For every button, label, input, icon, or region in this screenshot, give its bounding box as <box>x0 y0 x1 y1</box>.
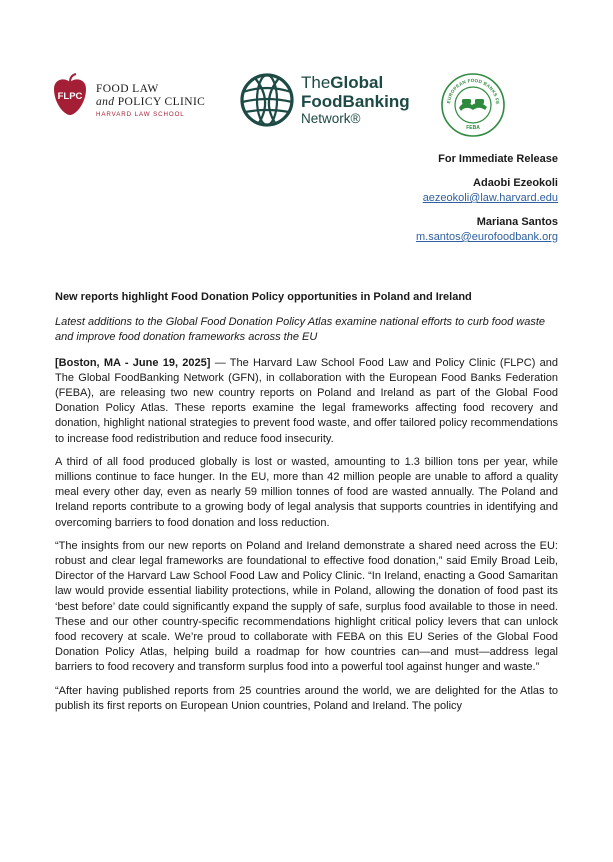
feba-bottom-text: FEBA <box>466 125 480 131</box>
contact2-email-link[interactable]: m.santos@eurofoodbank.org <box>415 231 558 243</box>
headline: New reports highlight Food Donation Policy opportunities in Poland and Ireland <box>55 291 472 303</box>
hands-icon <box>459 99 487 111</box>
flpc-name-line1: FOOD LAW <box>96 83 159 95</box>
flpc-name-line2: and POLICY CLINIC <box>96 96 206 108</box>
flpc-logo <box>52 73 222 129</box>
flpc-badge-text: FLPC <box>57 91 83 102</box>
contact1-name: Adaobi Ezeokoli <box>473 177 558 189</box>
subheadline: Latest additions to the Global Food Donation Policy Atlas examine national efforts to curb food waste and improve food donation frameworks across the EU <box>55 316 545 344</box>
paragraph-3: “The insights from our new reports on Poland and Ireland demonstrate a shared need across the EU: robust and clear legal frameworks are foundational to effective food donation,” said Emily Broad Leib, Director of the Harvard Law School Food Law and Policy Clinic. “In Ireland, enacting a Good Samaritan law would provide essential liability protections, while in Poland, allowing the donation of food past its ‘best before’ date could significantly expand the supply of safe, surplus food available to those in need. These and our other country-specific recommendations highlight critical policy levers that can unlock food recovery at scale. We’re proud to collaborate with FEBA on this EU Series of the Global Food Donation Policy Atlas, helping build a roadmap for how countries can—and must—address legal barriers to food recovery and transform surplus food into a powerful tool against hunger and waste.” <box>55 539 558 674</box>
gfn-name-line2: FoodBanking <box>301 92 410 111</box>
feba-ring-text: EUROPEAN FOOD BANKS FE <box>446 77 501 105</box>
contact2-name: Mariana Santos <box>476 216 558 228</box>
paragraph-1: [Boston, MA - June 19, 2025] — The Harvard Law School Food Law and Policy Clinic (FLPC) and The Global FoodBanking Network (GFN), in collaboration with the European Food Banks Federation (FEBA), are releasing two new country reports on Poland and Ireland as part of the Global Food Donation Policy Atlas. These reports examine the legal frameworks affecting food recovery and donation, highlight national strategies to prevent food waste, and offer tailored policy recommendations to increase food redistribution and reduce food insecurity. <box>55 356 558 445</box>
contact-block <box>416 152 558 245</box>
paragraph-2: A third of all food produced globally is lost or wasted, amounting to 1.3 billion tons per year, while millions continue to face hunger. In the EU, more than 42 million people are unable to afford a quality meal every other day, even as nearly 59 million tonnes of food are wasted annually. The Poland and Ireland reports contribute to a growing body of legal analysis that supports countries in identifying and overcoming barriers to food donation and loss reduction. <box>55 455 558 529</box>
gfn-name-line3: Network® <box>301 111 361 126</box>
feba-logo <box>440 72 506 138</box>
apple-shield-icon <box>52 73 88 117</box>
globe-icon <box>239 72 295 128</box>
dateline: [Boston, MA - June 19, 2025] <box>55 356 211 369</box>
contact1-email-link[interactable]: aezeokoli@law.harvard.edu <box>422 192 558 204</box>
gfn-logo <box>239 72 429 132</box>
release-label: For Immediate Release <box>438 153 558 165</box>
gfn-name-line1: TheGlobal <box>301 73 384 92</box>
flpc-school-name: HARVARD LAW SCHOOL <box>96 111 185 118</box>
paragraph-4: “After having published reports from 25 countries around the world, we are delighted for the Atlas to publish its first reports on European Union countries, Poland and Ireland. The policy <box>55 684 558 712</box>
article-body <box>55 290 558 722</box>
